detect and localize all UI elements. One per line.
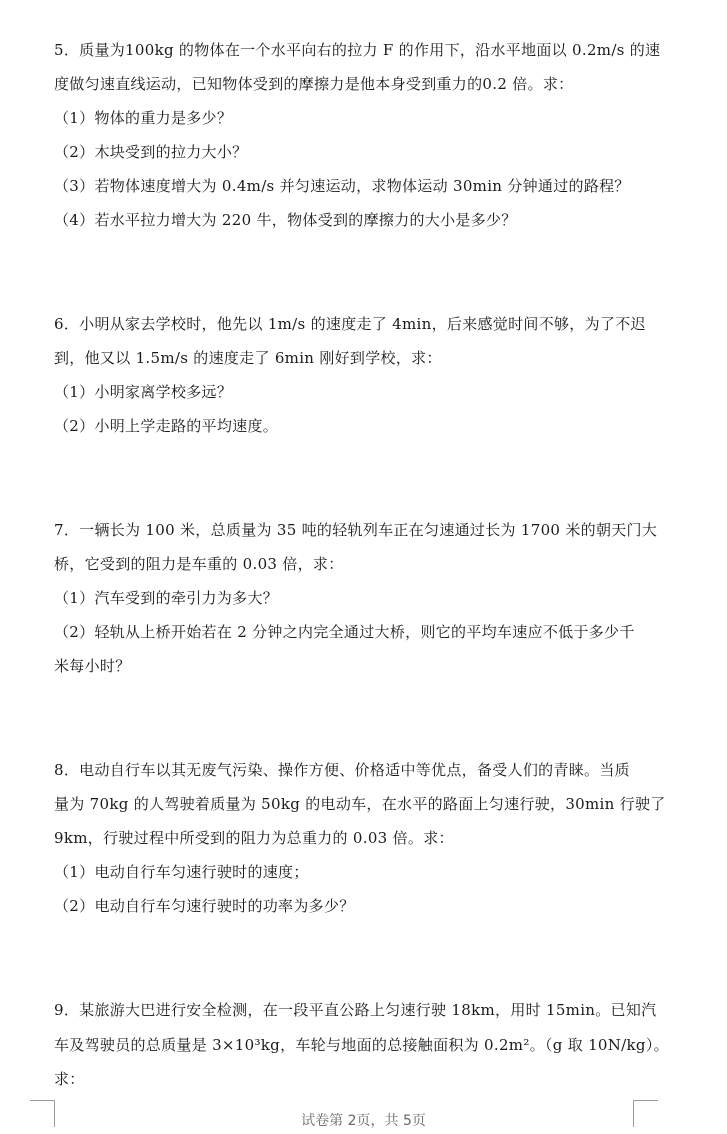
question-5-sub-1: （1）物体的重力是多少？ [54,109,233,127]
question-5-sub-2: （2）木块受到的拉力大小？ [54,143,248,161]
question-7-line-1: 7．一辆长为 100 米，总质量为 35 吨的轻轨列车正在匀速通过长为 1700 米的朝天门大 [54,521,658,539]
question-9-line-2: 车及驾驶员的总质量是 3×10³kg，车轮与地面的总接触面积为 0.2m²。（g 取 10N/kg）。 [54,1036,669,1054]
question-7-sub-1: （1）汽车受到的牵引力为多大？ [54,589,279,607]
question-5-line-2: 度做匀速直线运动，已知物体受到的摩擦力是他本身受到重力的0.2 倍。求： [54,75,574,93]
question-6-line-1: 6．小明从家去学校时，他先以 1m/s 的速度走了 4min，后来感觉时间不够，为了不迟 [54,315,646,333]
question-8-sub-1: （1）电动自行车匀速行驶时的速度； [54,863,309,881]
question-8-line-1: 8．电动自行车以其无废气污染、操作方便、价格适中等优点，备受人们的青睐。当质 [54,761,630,779]
question-6-sub-2: （2）小明上学走路的平均速度。 [54,417,279,435]
question-5-sub-4: （4）若水平拉力增大为 220 牛，物体受到的摩擦力的大小是多少？ [54,211,517,229]
question-8-line-2: 量为 70kg 的人驾驶着质量为 50kg 的电动车，在水平的路面上匀速行驶，30min 行驶了 [54,795,666,813]
question-7-sub-2: （2）轻轨从上桥开始若在 2 分钟之内完全通过大桥，则它的平均车速应不低于多少千 [54,623,635,641]
question-5-sub-3: （3）若物体速度增大为 0.4m/s 并匀速运动，求物体运动 30min 分钟通过的路程？ [54,177,630,195]
question-6-sub-1: （1）小明家离学校多远？ [54,383,233,401]
question-6-line-2: 到，他又以 1.5m/s 的速度走了 6min 刚好到学校，求： [54,349,442,367]
question-9-line-3: 求： [54,1070,85,1088]
question-7-sub-2-cont: 米每小时？ [54,657,131,675]
question-8-sub-2: （2）电动自行车匀速行驶时的功率为多少？ [54,897,355,915]
page-footer: 试卷第 2页，共 5页 [301,1113,426,1129]
question-5-line-1: 5．质量为100kg 的物体在一个水平向右的拉力 F 的作用下，沿水平地面以 0.2m/s 的速 [54,41,661,59]
question-8-line-3: 9km，行驶过程中所受到的阻力为总重力的 0.03 倍。求： [54,829,454,847]
question-7-line-2: 桥，它受到的阻力是车重的 0.03 倍，求： [54,555,344,573]
question-9-line-1: 9．某旅游大巴进行安全检测，在一段平直公路上匀速行驶 18km，用时 15min。已知汽 [54,1001,657,1019]
